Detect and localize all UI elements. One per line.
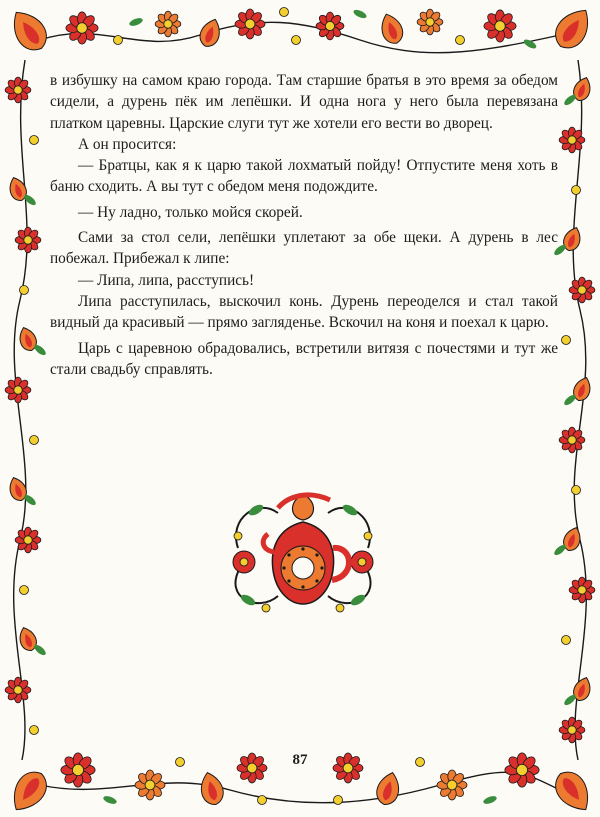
paragraph: А он просится: xyxy=(78,135,177,153)
paragraph: — Ну ладно, только мойся скорей. xyxy=(78,203,303,221)
story-text xyxy=(50,70,558,380)
paragraph: Сами за стол сели, лепёшки уплетают за обе щеки. А дурень в лес побежал. Прибежал к липе: xyxy=(50,229,558,268)
page-number: 87 xyxy=(292,752,308,768)
paragraph: Царь с царевною обрадовались, встретили витязя с почестями и тут же стали свадьбу справлять. xyxy=(50,339,558,378)
paragraph: Липа расступилась, выскочил конь. Дурень переоделся и стал такой видный да красивый — прямо загляденье. Вскочил на коня и поехал к царю. xyxy=(50,292,558,332)
paragraph: — Братцы, как я к царю такой лохматый пойду! Отпустите меня хоть в баню сходить. А вы тут с обедом меня подождите. xyxy=(50,157,558,196)
paragraph: в избушку на самом краю города. Там старшие братья в это время за обедом сидели, а дурень пёк им лепёшки. И одна нога у него была перевязана платком царевны. Царские слуги тут же хотели его вести во дворец. xyxy=(50,72,558,132)
paragraph: — Липа, липа, расступись! xyxy=(78,271,255,289)
floral-jug-ornament-icon xyxy=(218,488,388,618)
